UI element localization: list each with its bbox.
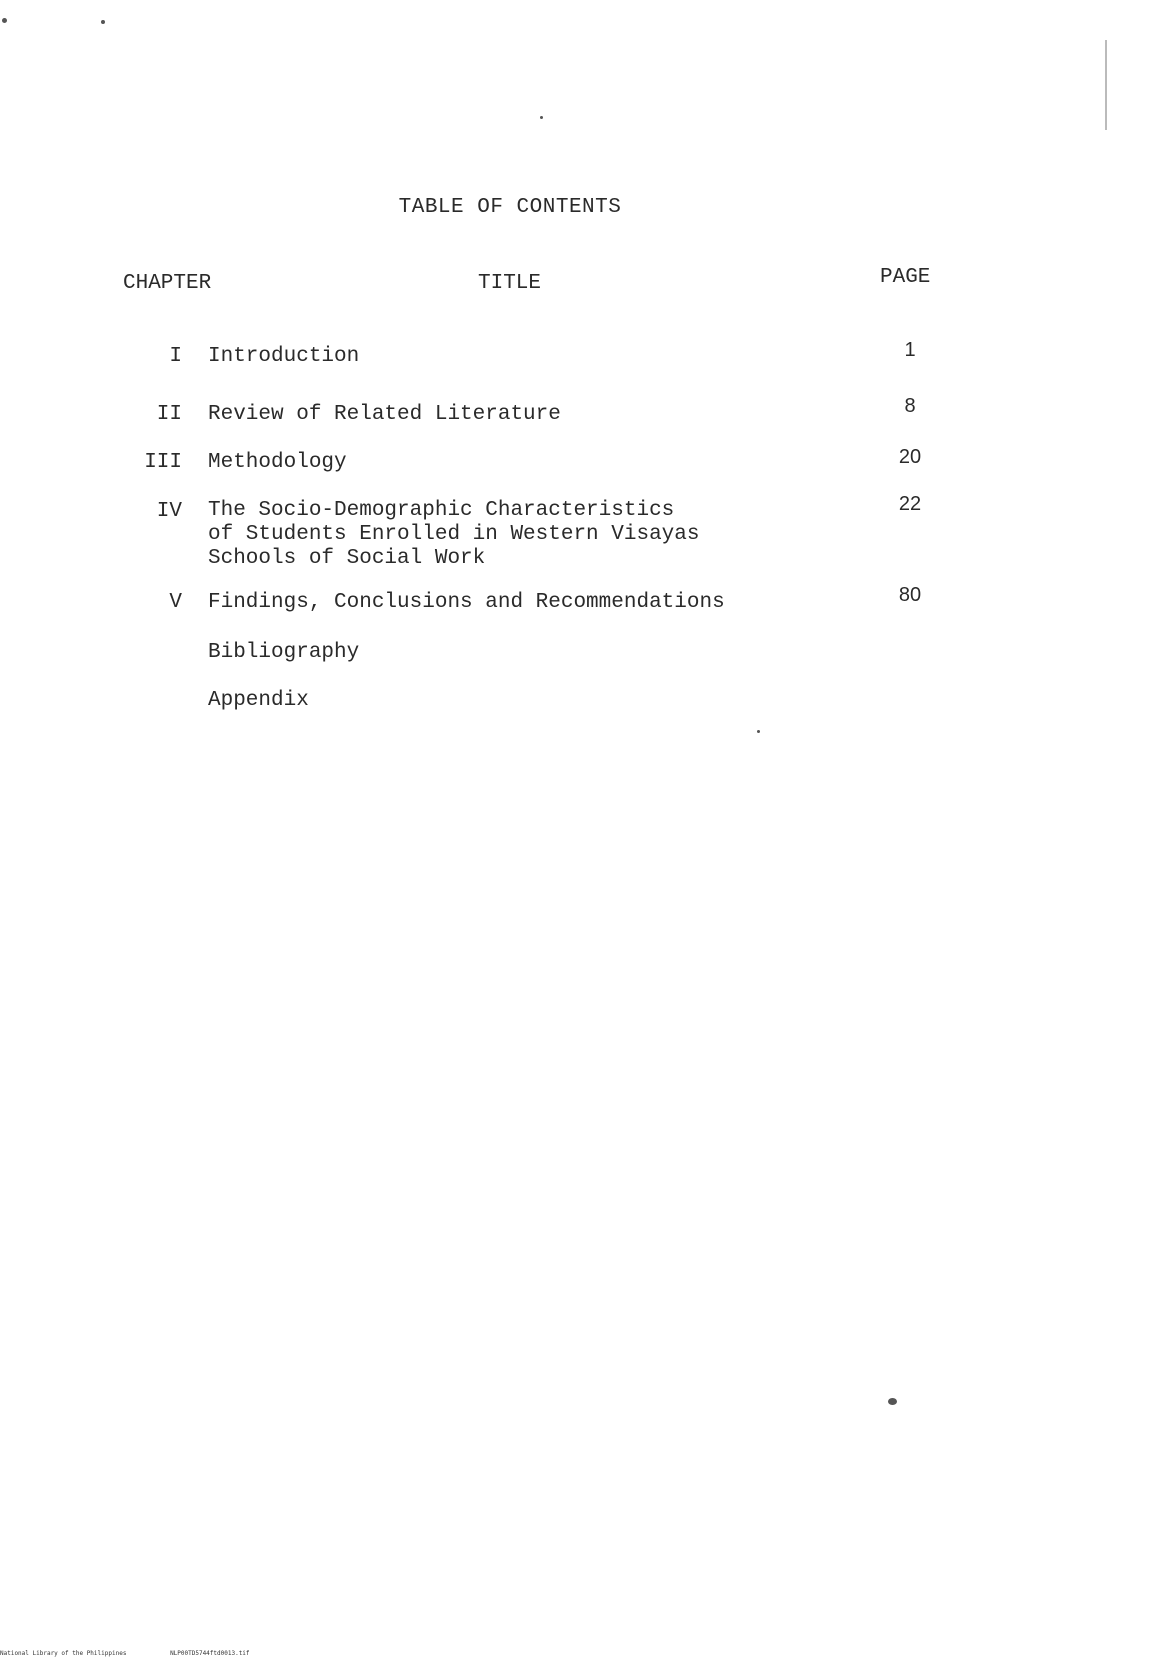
page-number: 80 xyxy=(898,584,922,606)
chapter-number: IV xyxy=(156,500,182,523)
chapter-title: Bibliography xyxy=(208,641,360,664)
footer-file: NLP00TD5744ftd0013.tif xyxy=(170,1650,250,1657)
chapter-title: Introduction xyxy=(208,345,360,368)
chapter-number: III xyxy=(144,451,182,474)
chapter-title: Findings, Conclusions and Recommendations xyxy=(208,591,725,614)
chapter-title: Appendix xyxy=(208,689,309,712)
scan-speckle xyxy=(101,20,105,24)
page-number: 8 xyxy=(904,395,916,417)
chapter-number: V xyxy=(169,591,182,614)
page-number: 20 xyxy=(898,446,922,468)
page-number: 22 xyxy=(898,493,922,515)
chapter-title: Methodology xyxy=(208,451,347,474)
title-column-header: TITLE xyxy=(478,272,542,295)
chapter-column-header: CHAPTER xyxy=(123,272,212,295)
footer-library: National Library of the Philippines xyxy=(0,1650,127,1657)
scan-speckle xyxy=(2,18,7,23)
chapter-number: I xyxy=(169,345,182,368)
chapter-title: The Socio-Demographic Characteristics of Students Enrolled in Western Visayas Schools of Social Work xyxy=(208,499,700,570)
chapter-title: Review of Related Literature xyxy=(208,403,561,426)
scan-footer xyxy=(0,1650,290,1657)
scan-speckle xyxy=(888,1398,897,1405)
scan-speckle xyxy=(540,116,543,119)
scan-speckle xyxy=(1105,40,1107,130)
page-title: TABLE OF CONTENTS xyxy=(398,196,622,219)
page-column-header: PAGE xyxy=(880,266,931,289)
chapter-number: II xyxy=(156,403,182,426)
page-number: 1 xyxy=(904,339,916,361)
scan-speckle xyxy=(757,730,760,733)
